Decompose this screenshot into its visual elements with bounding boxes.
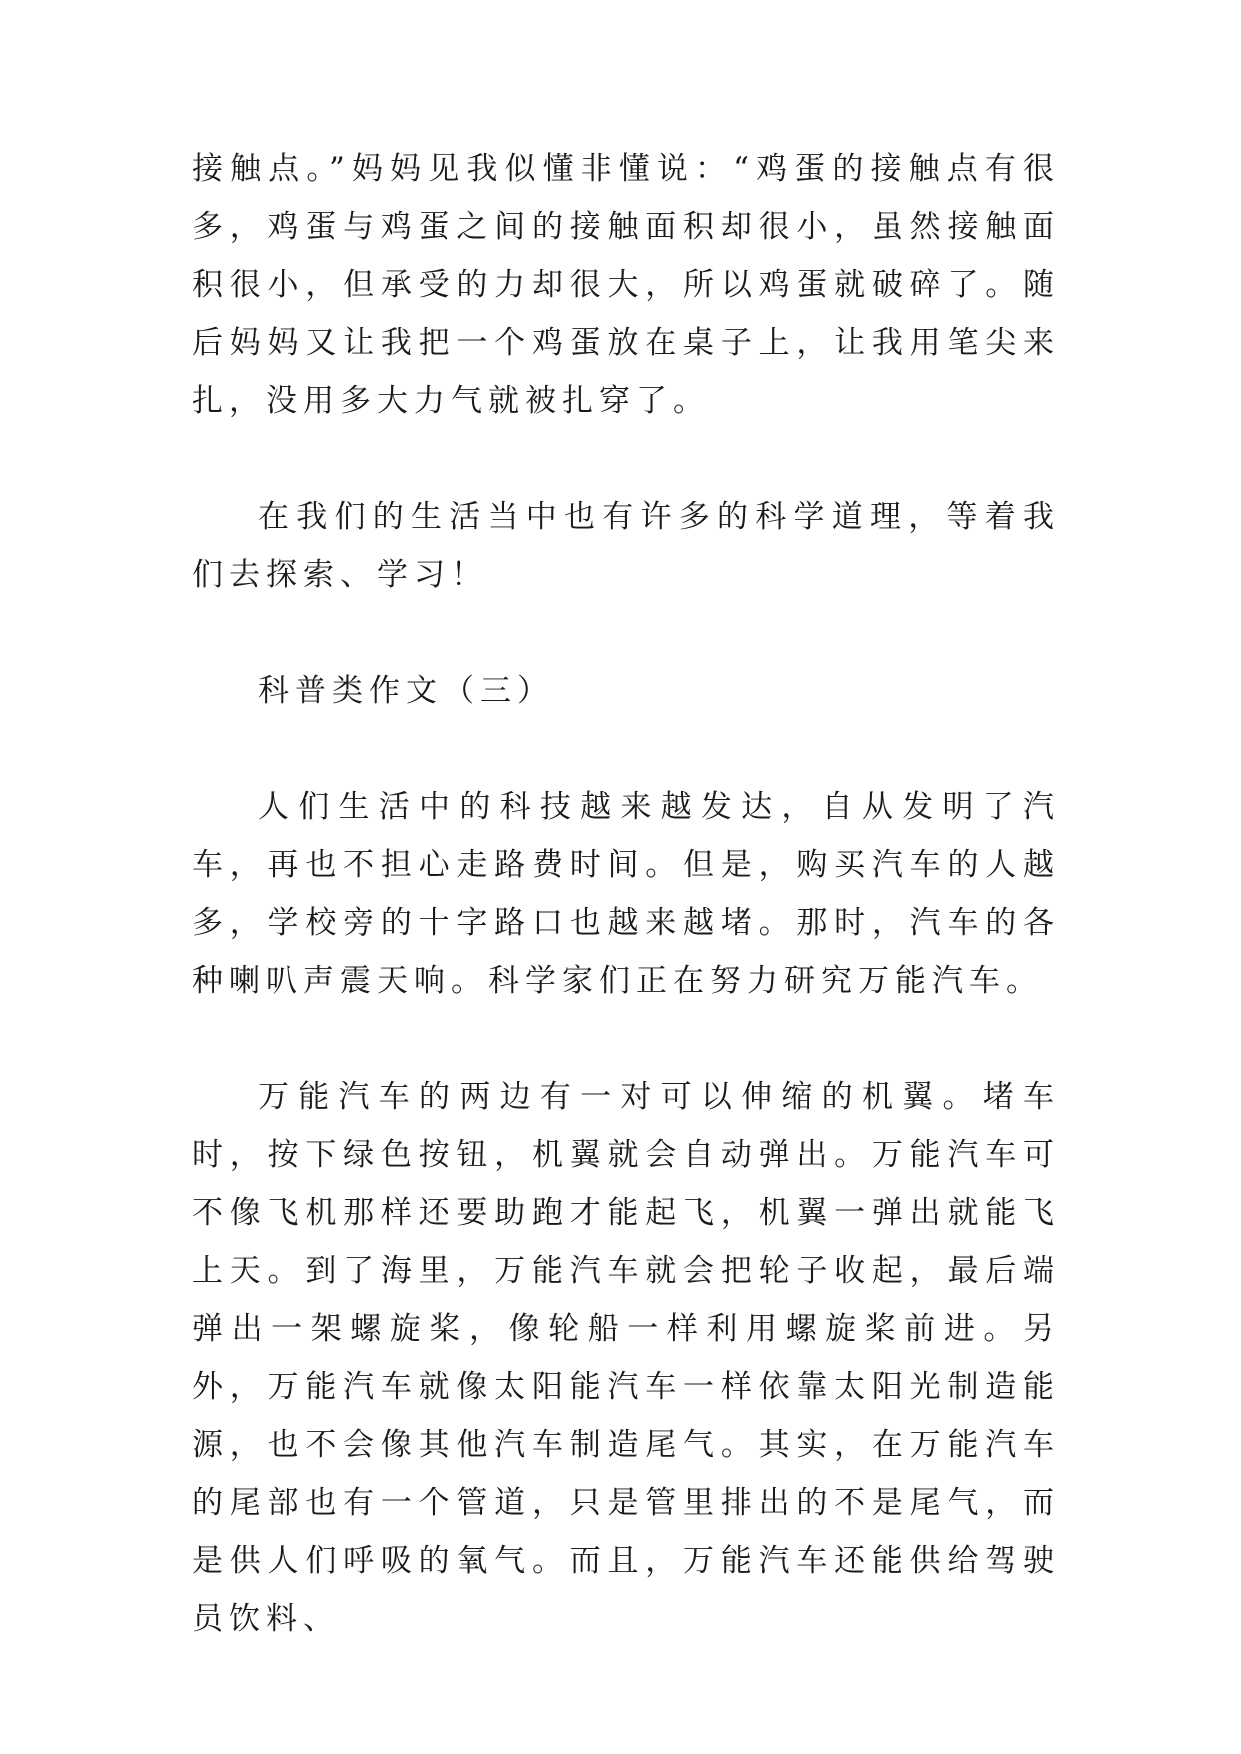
paragraph-gap: [192, 720, 1060, 778]
paragraph-universal-car: 万能汽车的两边有一对可以伸缩的机翼。堵车时，按下绿色按钮，机翼就会自动弹出。万能汽车可不像飞机那样还要助跑才能起飞，机翼一弹出就能飞上天。到了海里，万能汽车就会把轮子收起，最后端弹出一架螺旋桨，像轮船一样利用螺旋桨前进。另外，万能汽车就像太阳能汽车一样依靠太阳光制造能源，也不会像其他汽车制造尾气。其实，在万能汽车的尾部也有一个管道，只是管里排出的不是尾气，而是供人们呼吸的氧气。而且，万能汽车还能供给驾驶员饮料、: [192, 1079, 1060, 1637]
paragraph-gap: [192, 1010, 1060, 1068]
section-heading: 科普类作文（三）: [258, 673, 554, 709]
paragraph-science-life: 在我们的生活当中也有许多的科学道理，等着我们去探索、学习！: [192, 499, 1060, 593]
document-body: [192, 140, 1060, 1648]
paragraph-continuation: 接触点。”妈妈见我似懂非懂说：“鸡蛋的接触点有很多，鸡蛋与鸡蛋之间的接触面积却很小，虽然接触面积很小，但承受的力却很大，所以鸡蛋就破碎了。随后妈妈又让我把一个鸡蛋放在桌子上，让我用笔尖来扎，没用多大力气就被扎穿了。: [192, 151, 1060, 419]
paragraph-gap: [192, 604, 1060, 662]
paragraph-gap: [192, 430, 1060, 488]
paragraph-cars-intro: 人们生活中的科技越来越发达，自从发明了汽车，再也不担心走路费时间。但是，购买汽车的人越多，学校旁的十字路口也越来越堵。那时，汽车的各种喇叭声震天响。科学家们正在努力研究万能汽车。: [192, 789, 1060, 999]
